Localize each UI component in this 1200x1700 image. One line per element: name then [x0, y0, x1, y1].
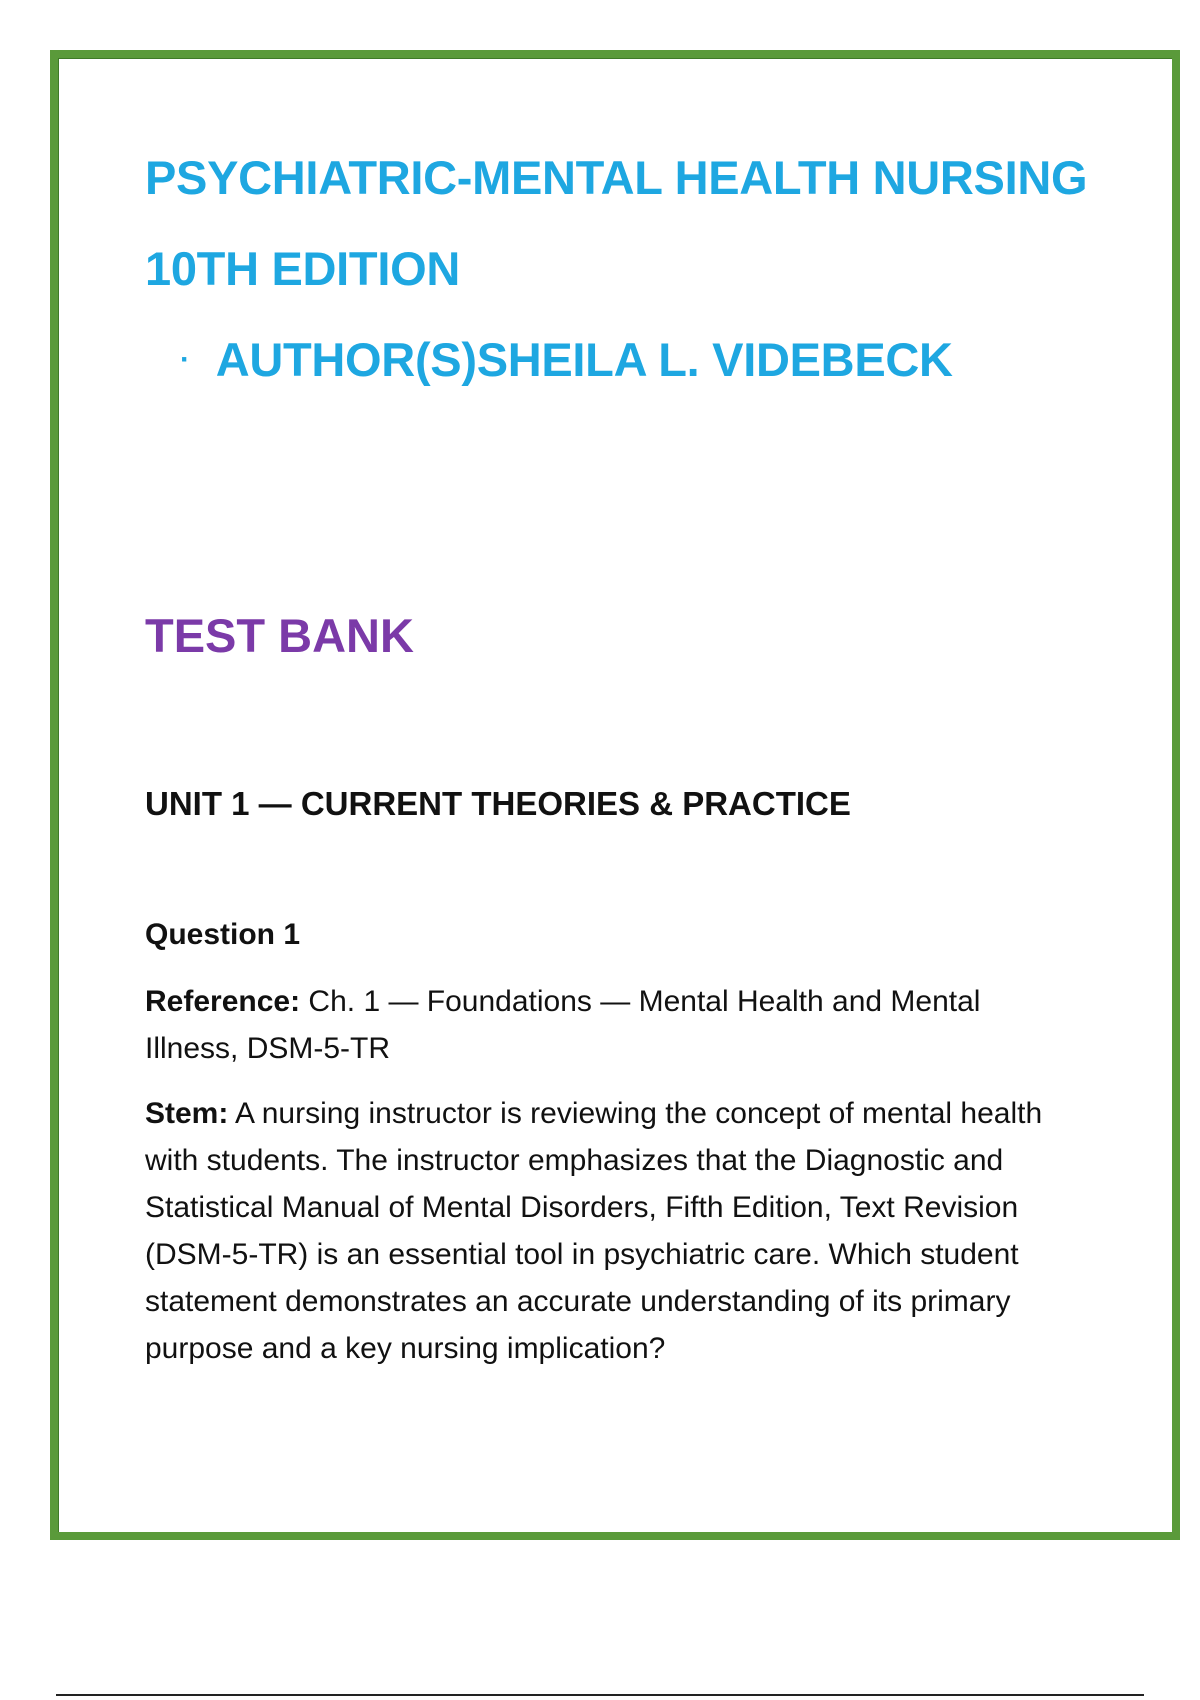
stem-text: A nursing instructor is reviewing the concept of mental health with students. The instructor emphasizes that the Diagnostic and Statistical Manual of Mental Disorders, Fifth Edition, Text Revision (DSM-5-TR) is an essential tool in psychiatric care. Which student statement demonstrates an accurate understanding of its primary purpose and a key nursing implication?: [145, 1097, 1043, 1365]
book-title-line-1: PSYCHIATRIC-MENTAL HEALTH NURSING: [145, 151, 1088, 204]
unit-heading: UNIT 1 — CURRENT THEORIES & PRACTICE: [145, 785, 851, 822]
reference-label: Reference:: [145, 985, 301, 1018]
bottom-divider: [56, 1694, 1144, 1696]
question-stem: [145, 1090, 1075, 1372]
question-reference: [145, 978, 1075, 1072]
question-label: Question 1: [145, 918, 301, 951]
book-edition: 10TH EDITION: [145, 242, 461, 295]
bullet-icon: ·: [180, 342, 190, 376]
test-bank-heading: TEST BANK: [145, 609, 414, 662]
stem-label: Stem:: [145, 1097, 229, 1130]
reference-text: Ch. 1 — Foundations — Mental Health and Mental Illness, DSM-5-TR: [145, 985, 981, 1065]
author-text: AUTHOR(S)SHEILA L. VIDEBECK: [215, 333, 953, 386]
author-line: [180, 332, 953, 387]
